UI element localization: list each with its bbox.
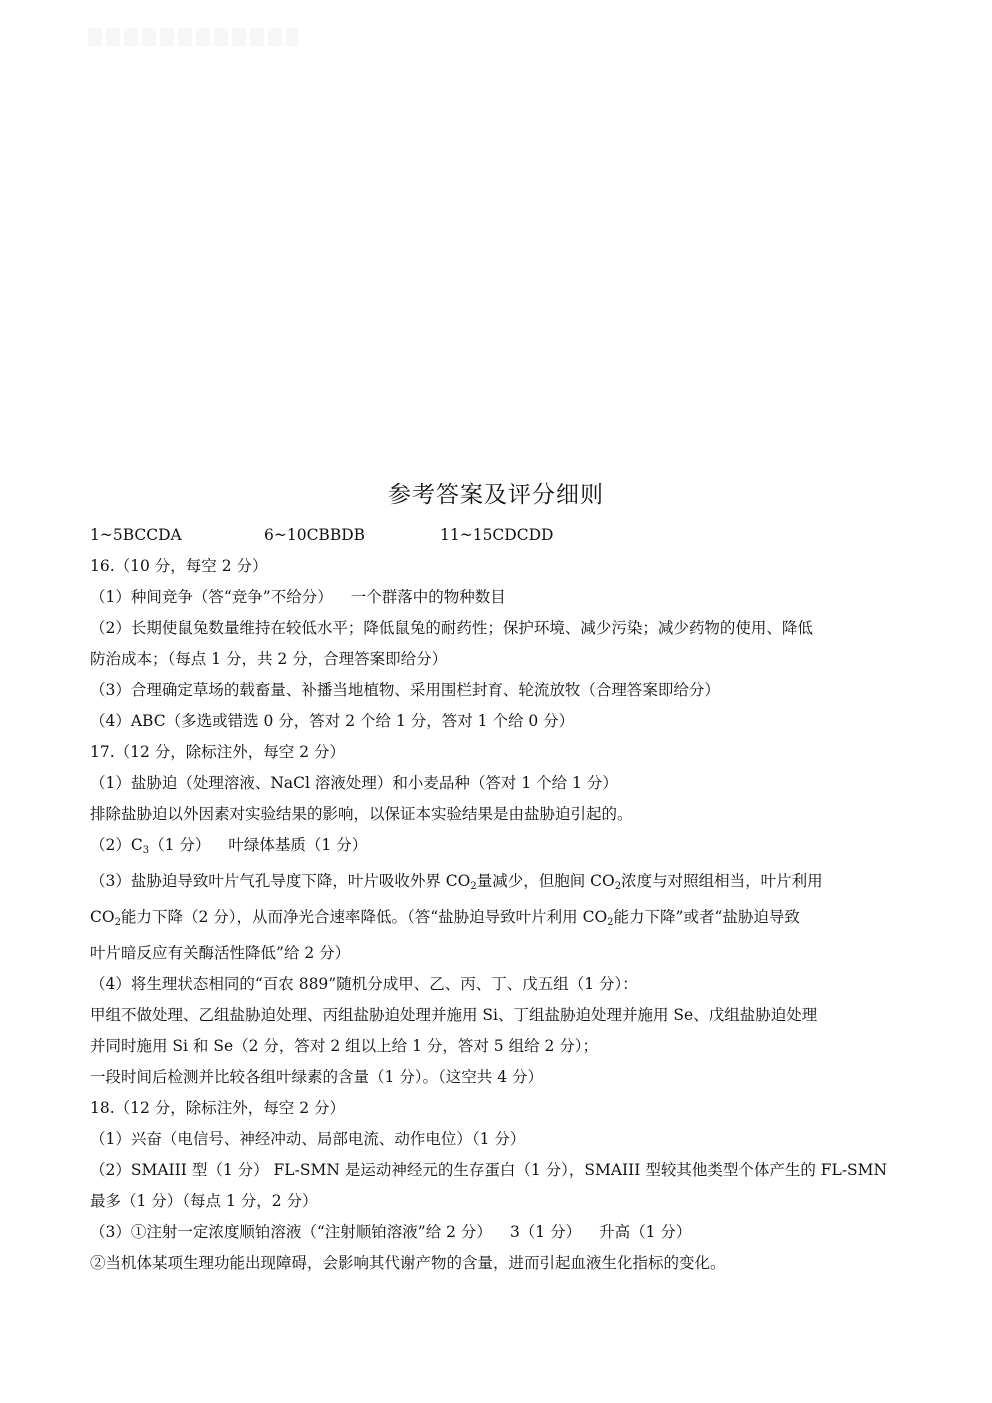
q17-a3-l2-part3: 能力下降”或者“盐胁迫导致: [613, 908, 800, 926]
q17-answer-4-line-3: 并同时施用 Si 和 Se（2 分，答对 2 组以上给 1 分，答对 5 组给 2 分）；: [90, 1037, 599, 1055]
q18-answer-3-part3: 升高（1 分）: [599, 1223, 692, 1241]
q17-answer-1-explanation: 排除盐胁迫以外因素对实验结果的影响，以保证本实验结果是由盐胁迫引起的。: [90, 805, 633, 823]
q17-answer-4-line-2: 甲组不做处理、乙组盐胁迫处理、丙组盐胁迫处理并施用 Si、丁组盐胁迫处理并施用 Se、戊组盐胁迫处理: [90, 1006, 818, 1024]
q16-answer-3: （3）合理确定草场的载畜量、补播当地植物、采用围栏封育、轮流放牧（合理答案即给分）: [90, 681, 720, 699]
q16-answer-1: [90, 582, 905, 613]
q17-answer-3-line-1: [90, 866, 905, 902]
q16-header: 16.（10 分，每空 2 分）: [90, 557, 268, 575]
q16-answer-4: （4）ABC（多选或错选 0 分，答对 2 个给 1 分，答对 1 个给 0 分）: [90, 712, 575, 730]
q18-answer-1: （1）兴奋（电信号、神经冲动、局部电流、动作电位）（1 分）: [90, 1130, 526, 1148]
answer-content: [90, 520, 905, 1279]
q16-answer-2-line-1: （2）长期使鼠兔数量维持在较低水平；降低鼠兔的耐药性；保护环境、减少污染；减少药物的使用、降低: [90, 619, 813, 637]
q18-answer-2-line-2: 最多（1 分）（每点 1 分，2 分）: [90, 1192, 318, 1210]
co2-subscript: 2: [114, 917, 121, 928]
q17-answer-2-second: 叶绿体基质（1 分）: [228, 836, 368, 854]
q18-answer-3-part2: 3（1 分）: [509, 1223, 582, 1241]
q18-answer-2-line-1: （2）SMAIII 型（1 分） FL-SMN 是运动神经元的生存蛋白（1 分），SMAIII 型较其他类型个体产生的 FL-SMN: [90, 1161, 888, 1179]
mc-answer-1-5: 1~5BCCDA: [90, 526, 182, 544]
q17-answer-2-c: （2）C: [90, 836, 143, 854]
q17-answer-3-line-3: 叶片暗反应有关酶活性降低”给 2 分）: [90, 944, 351, 962]
q16-answer-2-line-2: 防治成本；（每点 1 分，共 2 分，合理答案即给分）: [90, 650, 448, 668]
q16-answer-1-text: （1）种间竞争（答“竞争”不给分）: [90, 588, 333, 606]
q17-answer-4-line-1: （4）将生理状态相同的“百农 889”随机分成甲、乙、丙、丁、戊五组（1 分）：: [90, 975, 638, 993]
q18-answer-3: [90, 1217, 905, 1248]
q17-a3-l2-part1: CO: [90, 908, 115, 926]
q18-answer-3-explanation: ②当机体某项生理功能出现障碍，会影响其代谢产物的含量，进而引起血液生化指标的变化。: [90, 1254, 726, 1272]
q18-answer-3-part1: （3）①注射一定浓度顺铂溶液（“注射顺铂溶液”给 2 分）: [90, 1223, 492, 1241]
q17-answer-2-subscript: 3: [142, 845, 150, 856]
co2-subscript: 2: [614, 881, 622, 892]
q17-a3-l2-part2: 能力下降（2 分），从而净光合速率降低。（答“盐胁迫导致叶片利用 CO: [120, 908, 608, 926]
q17-a3-l1-part2: 量减少，但胞间 CO: [476, 872, 615, 890]
q17-a3-l1-part3: 浓度与对照组相当，叶片利用: [621, 872, 823, 890]
q17-answer-3-line-2: [90, 902, 905, 938]
q16-answer-1-second: 一个群落中的物种数目: [350, 588, 506, 606]
q17-answer-2-score: （1 分）: [149, 836, 211, 854]
q17-answer-2: [90, 830, 905, 866]
co2-subscript: 2: [607, 917, 614, 928]
q17-a3-l1-part1: （3）盐胁迫导致叶片气孔导度下降，叶片吸收外界 CO: [90, 872, 471, 890]
q17-header: 17.（12 分，除标注外，每空 2 分）: [90, 743, 346, 761]
multiple-choice-answers: [90, 520, 905, 551]
q17-answer-4-line-4: 一段时间后检测并比较各组叶绿素的含量（1 分）。（这空共 4 分）: [90, 1068, 544, 1086]
co2-subscript: 2: [470, 881, 477, 892]
mc-answer-11-15: 11~15CDCDD: [440, 526, 554, 544]
q18-header: 18.（12 分，除标注外，每空 2 分）: [90, 1099, 346, 1117]
q17-answer-1: （1）盐胁迫（处理溶液、NaCl 溶液处理）和小麦品种（答对 1 个给 1 分）: [90, 774, 618, 792]
mc-answer-6-10: 6~10CBBDB: [264, 526, 366, 544]
faint-header-watermark: [88, 28, 298, 46]
page-title: 参考答案及评分细则: [388, 482, 604, 508]
